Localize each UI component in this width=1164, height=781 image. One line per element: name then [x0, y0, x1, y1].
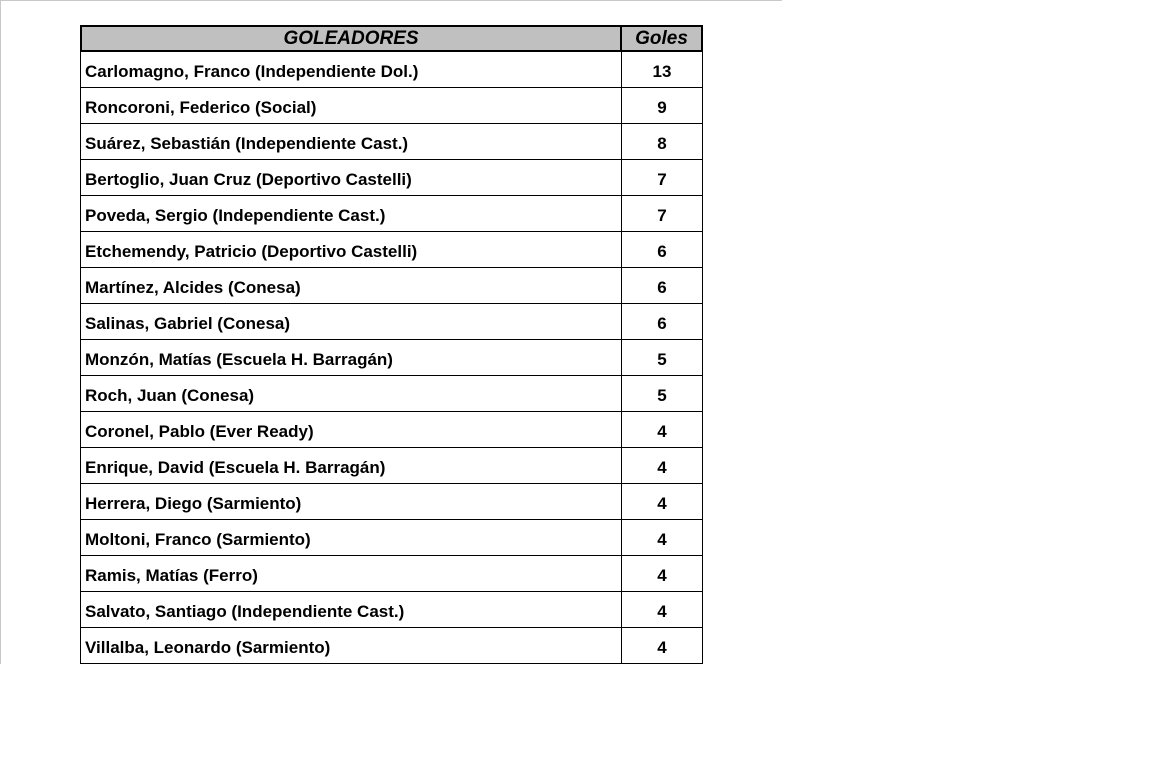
- table-row: [81, 232, 702, 268]
- player-name: Moltoni, Franco (Sarmiento): [81, 520, 622, 555]
- player-name: Ramis, Matías (Ferro): [81, 556, 622, 591]
- goals-count: 7: [657, 170, 667, 189]
- table-header: [80, 25, 703, 52]
- scorers-table: [80, 25, 703, 664]
- table-row: [81, 628, 702, 664]
- player-name: Suárez, Sebastián (Independiente Cast.): [81, 124, 622, 159]
- table-row: [81, 412, 702, 448]
- table-row: [81, 376, 702, 412]
- table-row: [81, 124, 702, 160]
- goals-count: 6: [657, 314, 667, 333]
- player-name: Roncoroni, Federico (Social): [81, 88, 622, 123]
- table-row: [81, 52, 702, 88]
- player-name: Enrique, David (Escuela H. Barragán): [81, 448, 622, 483]
- header-name: GOLEADORES: [82, 27, 622, 50]
- goals-count: 6: [657, 242, 667, 261]
- player-name: Martínez, Alcides (Conesa): [81, 268, 622, 303]
- player-name: Bertoglio, Juan Cruz (Deportivo Castelli): [81, 160, 622, 195]
- goals-count: 8: [657, 134, 667, 153]
- header-goals: Goles: [635, 28, 688, 49]
- table-row: [81, 196, 702, 232]
- table-row: [81, 520, 702, 556]
- table-row: [81, 268, 702, 304]
- goals-count: 6: [657, 278, 667, 297]
- player-name: Carlomagno, Franco (Independiente Dol.): [81, 52, 622, 87]
- table-row: [81, 484, 702, 520]
- table-row: [81, 88, 702, 124]
- goals-count: 4: [657, 638, 667, 657]
- player-name: Salinas, Gabriel (Conesa): [81, 304, 622, 339]
- table-row: [81, 556, 702, 592]
- player-name: Poveda, Sergio (Independiente Cast.): [81, 196, 622, 231]
- goals-count: 4: [657, 422, 667, 441]
- player-name: Salvato, Santiago (Independiente Cast.): [81, 592, 622, 627]
- goals-count: 4: [657, 458, 667, 477]
- player-name: Coronel, Pablo (Ever Ready): [81, 412, 622, 447]
- player-name: Villalba, Leonardo (Sarmiento): [81, 628, 622, 663]
- goals-count: 7: [657, 206, 667, 225]
- table-row: [81, 592, 702, 628]
- goals-count: 9: [657, 98, 667, 117]
- table-row: [81, 448, 702, 484]
- player-name: Etchemendy, Patricio (Deportivo Castelli): [81, 232, 622, 267]
- goals-count: 4: [657, 494, 667, 513]
- goals-count: 4: [657, 530, 667, 549]
- goals-count: 4: [657, 566, 667, 585]
- goals-count: 5: [657, 350, 667, 369]
- player-name: Herrera, Diego (Sarmiento): [81, 484, 622, 519]
- table-row: [81, 340, 702, 376]
- player-name: Roch, Juan (Conesa): [81, 376, 622, 411]
- table-row: [81, 304, 702, 340]
- goals-count: 13: [652, 62, 672, 81]
- player-name: Monzón, Matías (Escuela H. Barragán): [81, 340, 622, 375]
- goals-count: 5: [657, 386, 667, 405]
- table-row: [81, 160, 702, 196]
- goals-count: 4: [657, 602, 667, 621]
- table-body: [80, 52, 703, 664]
